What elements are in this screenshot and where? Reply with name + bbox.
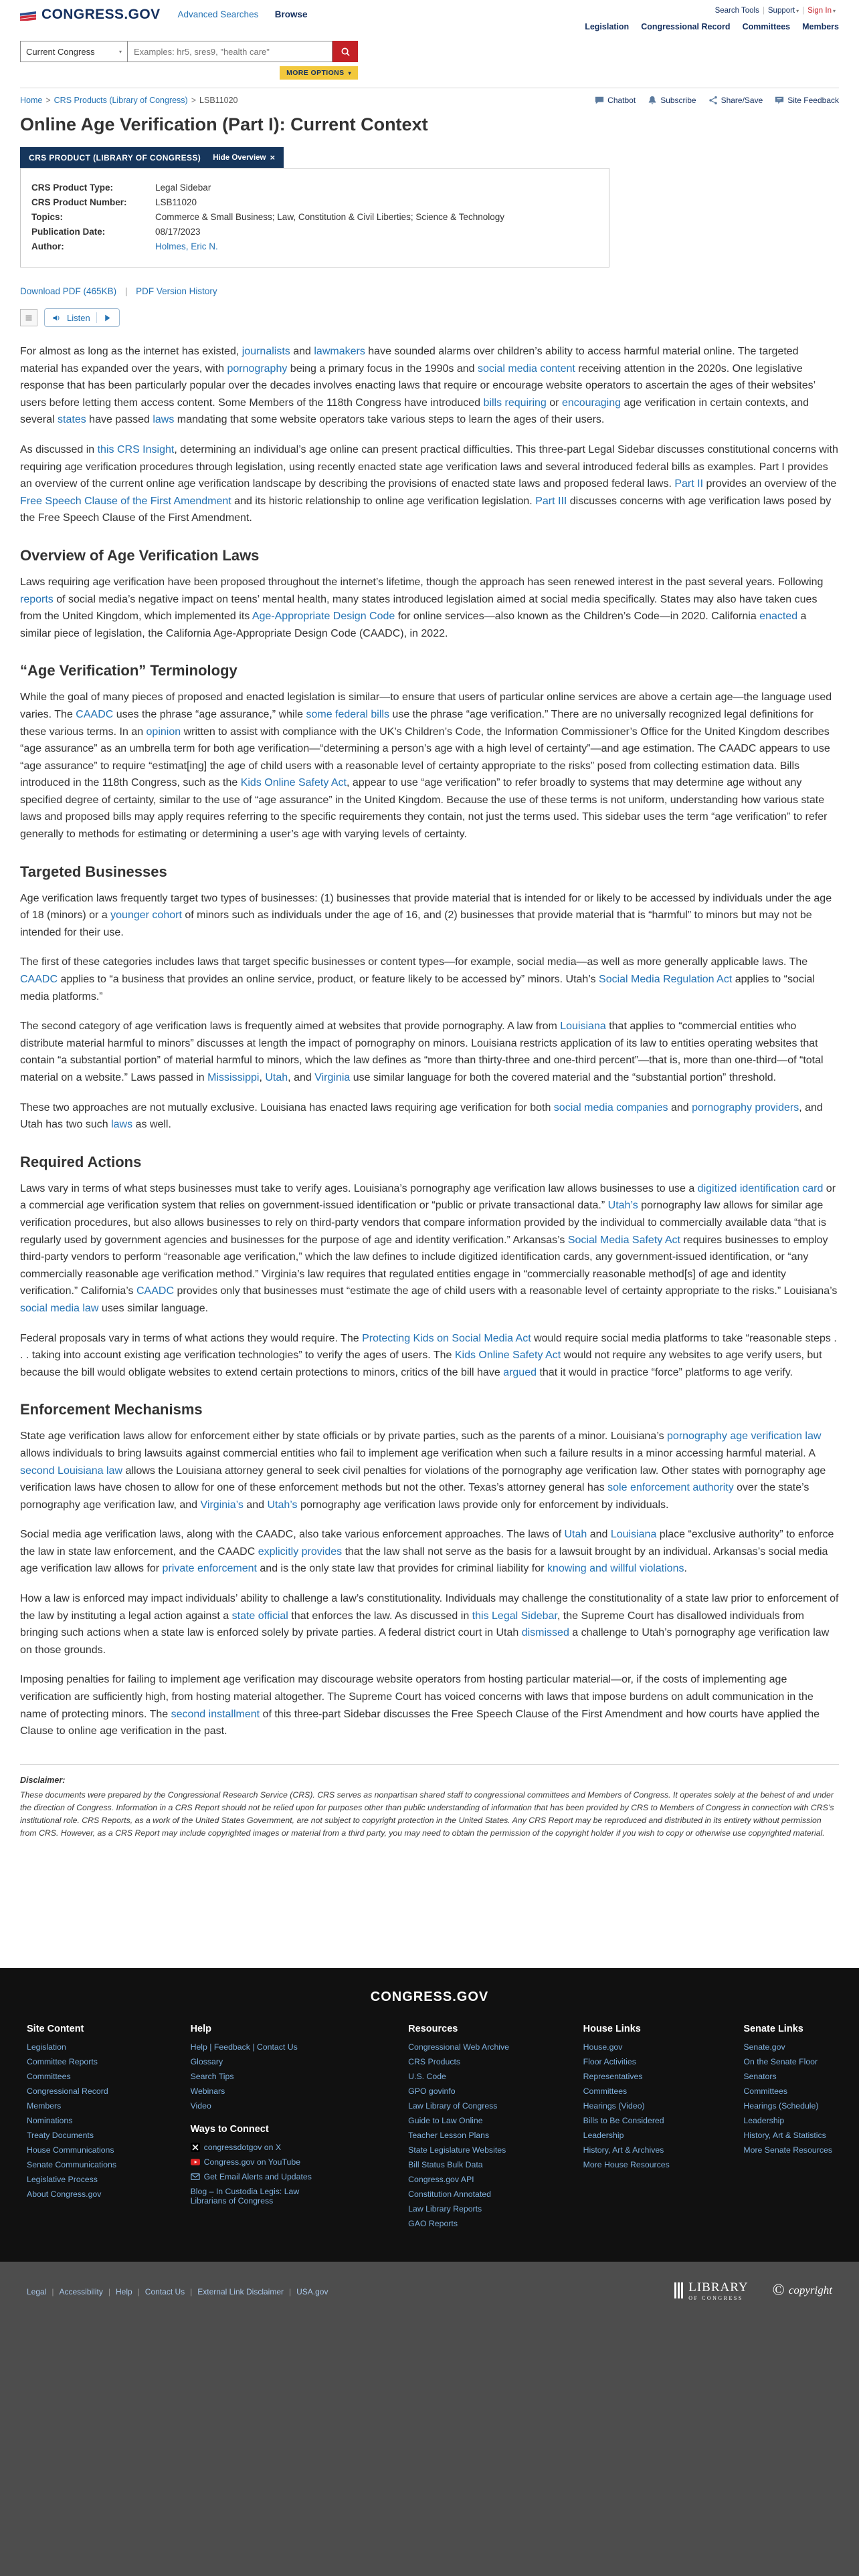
footer-link-search-tips[interactable]: Search Tips <box>190 2071 234 2081</box>
flag-icon <box>20 9 36 21</box>
inline-link[interactable]: Mississippi <box>207 1072 260 1083</box>
utility-support[interactable]: Support ▾ <box>767 7 799 15</box>
footer-link-legislation[interactable]: Legislation <box>27 2042 66 2052</box>
chevron-down-icon: ▾ <box>118 48 122 55</box>
footer-link-members[interactable]: Members <box>27 2101 62 2111</box>
footer-column-title: Senate Links <box>743 2023 803 2034</box>
site-header <box>0 0 859 147</box>
paragraph: The second category of age verification laws is frequently aimed at websites that provide pornography. A law from Louisiana that applies to “commercial entities who distribute material harmful to minors” discusses at length the impact of pornography on minors. Louisiana restricts application of its law to entities operating websites that contain “a substantial portion” of material harmful to minors, which the law defines as “more than thirty-three and one-third percent”—that is, more than one-third—of “total material on a website.” Laws passed in Mississippi, Utah, and Virginia use similar language for both the covered material and the “substantial portion” threshold. <box>20 1021 824 1083</box>
inline-link[interactable]: this Legal Sidebar <box>472 1610 557 1622</box>
footer-link-blog-in-custodia-legis-law-librarians-of-congress[interactable] <box>191 2187 335 2206</box>
section-heading-targeted-businesses: Targeted Businesses <box>20 863 167 880</box>
separator: | <box>190 2286 193 2296</box>
inline-link[interactable]: private enforcement <box>162 1563 257 1575</box>
footer-link-leadership[interactable]: Leadership <box>743 2115 785 2125</box>
crs-field-topics <box>31 212 598 222</box>
footer-link-history-art-archives[interactable]: History, Art & Archives <box>583 2145 664 2155</box>
pdf-version-history-link[interactable]: PDF Version History <box>136 286 217 296</box>
footer-link-congressional-record[interactable]: Congressional Record <box>27 2086 108 2096</box>
copyright-symbol-icon: © <box>772 2281 785 2299</box>
paragraph: While the goal of many pieces of proposed and enacted legislation is similar—to ensure that users of particular online services are above a certain age—the language used varies. The CAADC uses the phrase “age assurance,” while some federal bills use the phrase “age verification.” There are no universally recognized legal definitions for these various terms. In an opinion written to assist with compliance with the UK’s Children’s Code, the Information Commissioner’s Office for the United Kingdom describes “age assurance” as an umbrella term for both age verification—“determining a person’s age with a high level of certainty”—and age estimation. The CAADC appears to use “age assurance” to require “estimat[ing] the age of child users with a reasonable level of certainty appropriate to the risks” posed from collecting estimation data. Bills introduced in the 118th Congress, such as the Kids Online Safety Act, appear to use “age verification” to refer broadly to systems that may determine age without any specified degree of certainty, similar to the use of “age assurance” in the United Kingdom. Because the use of these terms is not uniform, understanding how various state laws and proposed bills may apply requires referring to the specific requirements they contain, not just the terms used. This sidebar uses the term “age verification” to refer generally to methods for estimating or determining a user’s age with varying levels of certainty. <box>20 691 832 841</box>
footer-link-legislative-process[interactable]: Legislative Process <box>27 2174 98 2184</box>
footer-link-committees[interactable]: Committees <box>583 2086 628 2096</box>
footer-column-site-content <box>27 2024 116 2234</box>
secondary-nav <box>573 21 839 33</box>
footer-link-video[interactable]: Video <box>190 2101 211 2111</box>
inline-link[interactable]: CAADC <box>20 974 58 986</box>
action-site-feedback[interactable] <box>775 96 839 105</box>
inline-link[interactable]: Free Speech Clause of the First Amendment <box>20 495 231 507</box>
inline-link[interactable]: Virginia <box>314 1072 351 1083</box>
footer-link-gao-reports[interactable]: GAO Reports <box>408 2218 458 2228</box>
footer-link-guide-to-law-online[interactable]: Guide to Law Online <box>408 2115 483 2125</box>
inline-link[interactable]: bills <box>483 397 502 409</box>
separator: | <box>52 2286 54 2296</box>
footer-link-label: Congress.gov on YouTube <box>203 2157 301 2167</box>
feedback-icon <box>775 96 784 105</box>
congress-scope-select[interactable] <box>20 41 127 62</box>
separator: | <box>802 7 805 15</box>
inline-link[interactable]: CAADC <box>136 1285 175 1297</box>
chevron-down-icon: ▾ <box>348 70 351 76</box>
inline-link[interactable]: Social Media Regulation Act <box>599 974 733 986</box>
footer-link-law-library-of-congress[interactable]: Law Library of Congress <box>408 2101 498 2111</box>
footer-column-subtitle: Ways to Connect <box>190 2123 269 2135</box>
separator <box>96 312 97 323</box>
inline-link[interactable]: Part II <box>674 478 704 490</box>
header-top <box>0 0 859 33</box>
congress-gov-logo[interactable] <box>20 7 161 23</box>
footer-link-hearings-video[interactable]: Hearings (Video) <box>583 2101 645 2111</box>
inline-link[interactable]: second installment <box>171 1708 260 1720</box>
library-of-congress-logo[interactable] <box>674 2280 748 2301</box>
inline-link[interactable]: laws <box>153 414 175 426</box>
footer-column-help <box>191 2024 335 2234</box>
footer-link-constitution-annotated[interactable]: Constitution Annotated <box>408 2189 491 2199</box>
field-value: LSB11020 <box>155 197 197 207</box>
breadcrumb-crs-products-library-of-congress[interactable]: CRS Products (Library of Congress) <box>54 96 188 105</box>
share-icon <box>708 96 718 105</box>
footer-link-label: Blog – In Custodia Legis: Law Librarians of Congress <box>190 2186 300 2206</box>
footer-link-glossary[interactable]: Glossary <box>190 2056 223 2066</box>
inline-link[interactable]: knowing and willful violations <box>547 1563 684 1575</box>
field-label: Publication Date: <box>31 227 106 237</box>
footer-column-title: House Links <box>583 2023 641 2034</box>
library-logo-line2: OF CONGRESS <box>688 2294 743 2301</box>
footer-link-law-library-reports[interactable]: Law Library Reports <box>408 2204 482 2214</box>
header-nav <box>178 9 321 21</box>
scope-label: Current Congress <box>26 46 95 57</box>
hide-overview-button[interactable] <box>213 152 275 163</box>
bottom-link-external-link-disclaimer[interactable]: External Link Disclaimer <box>197 2286 284 2296</box>
inline-link[interactable]: lawmakers <box>314 346 365 357</box>
footer-link-house-communications[interactable]: House Communications <box>27 2145 114 2155</box>
inline-link[interactable]: pornography providers <box>692 1101 799 1113</box>
bottom-link-help[interactable]: Help <box>115 2286 132 2296</box>
separator: | <box>137 2286 140 2296</box>
disclaimer-text: These documents were prepared by the Congressional Research Service (CRS). CRS serves as nonpartisan shared staff to congressional committees and Members of Congress. It operates solely at the behest of and under the direction of Congress. Information in a CRS Report should not be relied upon for purposes other than public understanding of information that has been provided by CRS to Members of Congress in connection with CRS’s institutional role. CRS Reports, as a work of the United States Government, are not subject to copyright protection in the United States. Any CRS Report may be reproduced and distributed in its entirety without permission from CRS. However, as a CRS Report may include copyrighted images or material from a third party, you may need to obtain the permission of the copyright holder if you wish to copy or otherwise use copyrighted material. <box>20 1790 834 1838</box>
speaker-icon <box>52 314 61 322</box>
inline-link[interactable]: digitized identification card <box>697 1182 824 1194</box>
library-logo-text <box>688 2280 748 2301</box>
crs-box-title: CRS PRODUCT (LIBRARY OF CONGRESS) <box>29 152 201 163</box>
disclaimer-label: Disclaimer: <box>20 1775 66 1785</box>
bell-icon <box>648 96 657 105</box>
page-title: Online Age Verification (Part I): Current Context <box>20 114 428 134</box>
crs-field-crs-product-type <box>31 183 598 193</box>
inline-link[interactable]: Utah <box>564 1529 587 1541</box>
footer-link-senate-communications[interactable]: Senate Communications <box>27 2159 116 2169</box>
crs-box-body <box>20 168 609 267</box>
chevron-down-icon: ▾ <box>796 8 799 14</box>
footer-link-congressdotgov-on-x[interactable] <box>191 2143 335 2152</box>
breadcrumb-home[interactable]: Home <box>20 96 43 105</box>
separator: | <box>762 7 765 15</box>
separator: > <box>45 96 51 105</box>
footer-link-nominations[interactable]: Nominations <box>27 2115 73 2125</box>
inline-link[interactable]: state official <box>231 1610 288 1622</box>
footer-link-more-senate-resources[interactable]: More Senate Resources <box>743 2145 832 2155</box>
inline-link[interactable]: journalists <box>242 346 290 357</box>
footer-column-resources <box>408 2024 509 2234</box>
crs-field-author <box>31 241 598 251</box>
hide-overview-label: Hide Overview <box>213 153 266 162</box>
main-content <box>0 147 859 1840</box>
inline-link[interactable]: dismissed <box>521 1627 569 1639</box>
footer-link-teacher-lesson-plans[interactable]: Teacher Lesson Plans <box>408 2130 490 2140</box>
nav-legislation[interactable]: Legislation <box>585 22 630 31</box>
spacer <box>0 1840 859 1968</box>
article <box>20 343 839 1740</box>
site-footer <box>0 1968 859 2262</box>
inline-link[interactable]: sole enforcement authority <box>607 1482 734 1494</box>
paragraph: Social media age verification laws, along with the CAADC, also take various enforcement approaches. The laws of Utah and Louisiana place “exclusive authority” to enforce the law in state law enforcement, and the CAADC explicitly provides that the law shall not serve as the basis for a lawsuit brought by an individual. Arkansas’s social media age verification law allows for private enforcement and is the only state law that provides for criminal liability for knowing and willful violations. <box>20 1529 834 1575</box>
search-button[interactable] <box>332 41 358 62</box>
footer-link-on-the-senate-floor[interactable]: On the Senate Floor <box>743 2056 818 2066</box>
bottom-link-accessibility[interactable]: Accessibility <box>59 2286 103 2296</box>
footer-link-senators[interactable]: Senators <box>743 2071 777 2081</box>
x-icon <box>191 2143 200 2152</box>
download-row <box>20 286 839 296</box>
footer-column-title: Site Content <box>27 2023 84 2034</box>
search-input[interactable] <box>127 41 332 62</box>
inline-link[interactable]: explicitly provides <box>258 1545 343 1558</box>
more-options-button[interactable] <box>280 66 358 80</box>
nav-committees[interactable]: Committees <box>742 22 791 31</box>
envelope-icon <box>191 2172 200 2181</box>
utility-search-tools[interactable]: Search Tools <box>714 7 759 15</box>
paragraph: How a law is enforced may impact individuals’ ability to challenge a law’s constitutionality. Individuals may challenge the constitutionality of a state law prior to enforcement of the law by instituting a legal action against a state official that enforces the law. As discussed in this Legal Sidebar, the Supreme Court has disallowed individuals from bringing such actions when a state law is enforced solely by private parties. A federal district court in Utah dismissed a challenge to Utah’s pornography age verification law on those grounds. <box>20 1593 839 1656</box>
separator: | <box>124 286 128 296</box>
bottom-link-usa-gov[interactable]: USA.gov <box>296 2286 328 2296</box>
footer-link-u-s-code[interactable]: U.S. Code <box>408 2071 446 2081</box>
footer-link-senate-gov[interactable]: Senate.gov <box>743 2042 785 2052</box>
breadcrumb-current: LSB11020 <box>199 96 238 105</box>
separator: | <box>108 2286 110 2296</box>
separator: | <box>289 2286 292 2296</box>
accessibility-menu-button[interactable] <box>20 309 37 326</box>
footer-column-senate-links <box>743 2024 832 2234</box>
footer-link-floor-activities[interactable]: Floor Activities <box>583 2056 636 2066</box>
browse-link[interactable]: Browse <box>274 9 308 19</box>
inline-link[interactable]: pornography <box>227 362 288 374</box>
crs-box-header <box>20 147 284 168</box>
footer-link-help-feedback-contact-us[interactable]: Help | Feedback | Contact Us <box>190 2042 298 2052</box>
footer-link-hearings-schedule[interactable]: Hearings (Schedule) <box>743 2101 819 2111</box>
inline-link[interactable]: Louisiana <box>610 1529 657 1541</box>
footer-link-webinars[interactable]: Webinars <box>190 2086 225 2096</box>
more-options-label: MORE OPTIONS <box>286 69 345 77</box>
chat-icon <box>595 96 604 105</box>
inline-link[interactable]: Utah’s <box>267 1499 298 1511</box>
inline-link[interactable]: Utah <box>265 1072 288 1083</box>
paragraph: Laws requiring age verification have been proposed throughout the internet’s lifetime, though the approach has seen renewed interest in the past several years. Following reports of social media’s negative impact on teens’ mental health, many states introduced legislation aimed at social media specifically. States may also have taken cues from the United Kingdom, which implemented its Age-Appropriate Design Code for online services—also known as the Children’s Code—in 2020. California enacted a similar piece of legislation, the California Age-Appropriate Design Code (CAADC), in 2022. <box>20 576 824 639</box>
paragraph: These two approaches are not mutually exclusive. Louisiana has enacted laws requiring age verification for both social media companies and pornography providers, and Utah has two such laws as well. <box>20 1101 823 1131</box>
copyright-gov-logo[interactable] <box>773 2282 832 2300</box>
footer-link-congress-gov-on-youtube[interactable] <box>191 2157 335 2167</box>
paragraph: Age verification laws frequently target two types of businesses: (1) businesses that provide material that is intended for or likely to be accessed by individuals under the age of 18 (minors) or a younger cohort of minors such as individuals under the age of 16, and (2) businesses that provide material that is “harmful” to minors but may not be intended for their use. <box>20 892 832 938</box>
paragraph: State age verification laws allow for enforcement either by state officials or by private parties, such as the parents of a minor. Louisiana’s pornography age verification law allows individuals to bring lawsuits against commercial entities who fail to implement age verification when such a failure results in a minor accessing harmful material. A second Louisiana law allows the Louisiana attorney general to seek civil penalties for violations of the pornography age verification law. Other states with pornography age verification laws have chosen to allow for one of these enforcement methods but not the other. Texas’s attorney general has sole enforcement authority over the state’s pornography age verification law, and Virginia’s and Utah’s pornography age verification laws provide only for enforcement by individuals. <box>20 1430 826 1511</box>
footer-link-crs-products[interactable]: CRS Products <box>408 2056 461 2066</box>
menu-icon <box>25 314 33 322</box>
youtube-icon <box>191 2157 200 2167</box>
breadcrumb <box>20 96 238 105</box>
utility-sign-in[interactable]: Sign In ▾ <box>807 7 836 15</box>
footer-column-title: Resources <box>408 2023 458 2034</box>
nav-members[interactable]: Members <box>802 22 839 31</box>
search-icon <box>341 47 351 57</box>
footer-link-committees[interactable]: Committees <box>27 2071 71 2081</box>
section-heading-required-actions: Required Actions <box>20 1153 142 1170</box>
crs-product-overview <box>20 147 839 267</box>
footer-link-label: congressdotgov on X <box>203 2142 282 2152</box>
footer-link-house-gov[interactable]: House.gov <box>583 2042 623 2052</box>
field-value: Legal Sidebar <box>155 183 211 193</box>
inline-link[interactable]: younger cohort <box>110 909 182 922</box>
paragraph: As discussed in this CRS Insight, determining an individual’s age online can present practical difficulties. This three-part Legal Sidebar discusses constitutional concerns with requiring age verification procedures through legislation, using recently enacted state age verification laws and several introduced federal bills as examples. Part I provides an overview of the current online age verification landscape by describing the provisions of enacted state laws and proposed federal laws. Part II provides an overview of the Free Speech Clause of the First Amendment and its historic relationship to online age verification legislation. Part III discusses concerns with age verification laws posed by the Free Speech Clause of the First Amendment. <box>20 443 838 524</box>
paragraph: Laws vary in terms of what steps businesses must take to verify ages. Louisiana’s pornography age verification law allows businesses to use a digitized identification card or a commercial age verification system that relies on government-issued identification or “public or private transactional data.” Utah’s pornography law allows for similar age verification procedures, but also allows businesses to rely on third-party vendors that compare information provided by the individual to commercially available data “that is regularly used by government agencies and businesses for the purpose of age and identity verification.” Arkansas’s Social Media Safety Act requires businesses to employ third-party vendors to perform “reasonable age verification,” which the law defines to include digitized identification cards, any government-issued identification, or “any commercially reasonable age verification method.” Virginia’s law requires that regulated entities engage in “commercially reasonable method[s] of age and identity verification.” California’s CAADC provides only that businesses must “estimate the age of child users with a reasonable level of certainty appropriate to the risks.” Louisiana’s social media law uses similar language. <box>20 1182 838 1314</box>
footer-link-representatives[interactable]: Representatives <box>583 2071 643 2081</box>
inline-link[interactable]: argued <box>503 1366 537 1378</box>
action-label: Share/Save <box>721 96 763 105</box>
inline-link[interactable]: Social Media Safety Act <box>567 1234 680 1246</box>
chevron-down-icon: ▾ <box>832 8 836 14</box>
footer-link-leadership[interactable]: Leadership <box>583 2130 624 2140</box>
header-left <box>20 7 321 23</box>
inline-link[interactable]: Louisiana <box>560 1021 606 1033</box>
field-value: Commerce & Small Business; Law, Constitution & Civil Liberties; Science & Technology <box>155 212 504 222</box>
action-label: Subscribe <box>660 96 696 105</box>
listen-player[interactable] <box>44 308 120 327</box>
inline-link[interactable]: encouraging <box>561 397 622 409</box>
footer-link-gpo-govinfo[interactable]: GPO govinfo <box>408 2086 456 2096</box>
inline-link[interactable]: Kids Online Safety Act <box>454 1350 561 1362</box>
inline-link[interactable]: Protecting Kids on Social Media Act <box>362 1332 531 1344</box>
footer-link-bills-to-be-considered[interactable]: Bills to Be Considered <box>583 2115 664 2125</box>
inline-link[interactable]: Part III <box>535 495 567 507</box>
disclaimer <box>20 1764 839 1840</box>
footer-link-state-legislature-websites[interactable]: State Legislature Websites <box>408 2145 506 2155</box>
inline-link[interactable]: this CRS Insight <box>97 443 175 455</box>
field-label: CRS Product Type: <box>31 183 114 193</box>
action-label: Site Feedback <box>787 96 839 105</box>
footer-logo[interactable] <box>27 1990 832 2005</box>
action-label: Chatbot <box>607 96 636 105</box>
inline-link[interactable]: Virginia’s <box>200 1499 244 1511</box>
inline-link[interactable]: states <box>58 414 86 426</box>
inline-link[interactable]: some federal bills <box>306 708 389 720</box>
footer-link-treaty-documents[interactable]: Treaty Documents <box>27 2130 94 2140</box>
inline-link[interactable]: pornography age verification law <box>667 1430 822 1442</box>
footer-link-about-congress-gov[interactable]: About Congress.gov <box>27 2189 102 2199</box>
field-value-link[interactable]: Holmes, Eric N. <box>155 241 218 251</box>
advanced-searches-link[interactable]: Advanced Searches <box>177 9 259 19</box>
section-heading-age-verification-terminology: “Age Verification” Terminology <box>20 662 237 679</box>
copyright-logo-text: copyright <box>788 2284 832 2297</box>
footer-columns <box>27 2024 832 2234</box>
inline-link[interactable]: opinion <box>146 726 181 738</box>
footer-logo-text: CONGRESS.GOV <box>370 1989 489 2004</box>
paragraph: The first of these categories includes laws that target specific businesses or content types—for example, social media—as well as more generally applicable laws. The CAADC applies to “a business that provides an online service, product, or feature likely to be accessed by” minors. Utah’s Social Media Regulation Act applies to “social media platforms.” <box>20 956 815 1002</box>
action-chatbot[interactable] <box>595 96 636 105</box>
section-heading-overview-of-age-verification-laws: Overview of Age Verification Laws <box>20 546 260 564</box>
inline-link[interactable]: reports <box>20 593 54 605</box>
field-label: CRS Product Number: <box>31 197 127 207</box>
bottom-link-contact-us[interactable]: Contact Us <box>145 2286 185 2296</box>
crs-field-publication-date <box>31 227 598 237</box>
library-logo-line1: LIBRARY <box>688 2280 749 2294</box>
inline-link[interactable]: Age-Appropriate Design Code <box>252 611 395 623</box>
inline-link[interactable]: Kids Online Safety Act <box>240 777 347 789</box>
utility-nav <box>573 7 839 15</box>
footer-link-label: Get Email Alerts and Updates <box>203 2171 312 2181</box>
field-value: 08/17/2023 <box>155 227 201 237</box>
bottom-strip <box>0 2262 859 2576</box>
library-bars-icon <box>674 2282 683 2298</box>
search-area <box>0 33 859 88</box>
inline-link[interactable]: social media companies <box>553 1101 668 1113</box>
action-share-save[interactable] <box>708 96 763 105</box>
listen-row <box>20 308 839 327</box>
paragraph: Federal proposals vary in terms of what actions they would require. The Protecting Kids on Social Media Act would require social media platforms to take “reasonable steps . . . taking into account existing age verification technologies” to verify the ages of users. The Kids Online Safety Act would not require any websites to age verify users, but because the bill would obligate websites to extend certain protections to minors, critics of the bill have argued that it would in practice “force” platforms to age verify. <box>20 1332 837 1378</box>
inline-link[interactable]: enacted <box>759 611 798 623</box>
action-subscribe[interactable] <box>648 96 696 105</box>
footer-link-bill-status-bulk-data[interactable]: Bill Status Bulk Data <box>408 2159 483 2169</box>
paragraph: For almost as long as the internet has existed, journalists and lawmakers have sounded alarms over children’s ability to access harmful material online. The targeted material has expanded over the years, with pornography being a primary focus in the 1990s and social media content receiving attention in the 2020s. One legislative response that has been particularly popular over the decades involves enacting laws that require or encourage website operators to ascertain the ages of their websites’ users before letting them access content. Some Members of the 118th Congress have introduced bills requiring or encouraging age verification in certain contexts, and several states have passed laws mandating that some website operators take various steps to learn the ages of their users. <box>20 346 816 426</box>
nav-congressional-record[interactable]: Congressional Record <box>641 22 731 31</box>
field-label: Author: <box>31 241 64 251</box>
inline-link[interactable]: social media law <box>20 1302 99 1314</box>
download-pdf-link[interactable]: Download PDF (465KB) <box>20 286 117 296</box>
bottom-logos <box>674 2280 832 2301</box>
inline-link[interactable]: Utah’s <box>607 1200 638 1212</box>
footer-link-committees[interactable]: Committees <box>743 2086 787 2096</box>
search-form <box>20 41 358 62</box>
header-right <box>573 7 839 33</box>
breadcrumb-row <box>0 88 859 108</box>
inline-link[interactable]: requiring <box>504 397 547 409</box>
inline-link[interactable]: laws <box>111 1119 133 1131</box>
bottom-link-legal[interactable]: Legal <box>27 2286 47 2296</box>
footer-column-house-links <box>583 2024 670 2234</box>
section-heading-enforcement-mechanisms: Enforcement Mechanisms <box>20 1401 203 1418</box>
listen-label: Listen <box>67 312 90 323</box>
page-actions <box>595 96 839 105</box>
inline-link[interactable]: second Louisiana law <box>20 1465 122 1477</box>
footer-link-congressional-web-archive[interactable]: Congressional Web Archive <box>408 2042 510 2052</box>
logo-text: CONGRESS.GOV <box>41 7 161 22</box>
footer-link-history-art-statistics[interactable]: History, Art & Statistics <box>743 2130 826 2140</box>
field-label: Topics: <box>31 212 63 222</box>
footer-link-more-house-resources[interactable]: More House Resources <box>583 2159 670 2169</box>
play-icon <box>103 314 112 322</box>
more-options-row <box>20 66 358 80</box>
footer-link-get-email-alerts-and-updates[interactable] <box>191 2172 335 2181</box>
paragraph: Imposing penalties for failing to implement age verification may discourage website operators from hosting particular material—or, if the costs of implementing age verification are sufficiently high, from hosting material altogether. The Supreme Court has voiced concerns with laws that impose burdens on adult communication in the name of protecting minors. The second installment of this three-part Sidebar discusses the Free Speech Clause of the First Amendment and how courts have applied the Clause to online age verification in the past. <box>20 1674 820 1737</box>
close-icon: × <box>270 152 276 163</box>
footer-link-committee-reports[interactable]: Committee Reports <box>27 2056 98 2066</box>
inline-link[interactable]: CAADC <box>76 708 114 720</box>
footer-column-title: Help <box>190 2023 211 2034</box>
crs-field-crs-product-number <box>31 197 598 207</box>
footer-link-congress-gov-api[interactable]: Congress.gov API <box>408 2174 474 2184</box>
bottom-links <box>27 2280 328 2296</box>
inline-link[interactable]: social media content <box>477 362 575 374</box>
separator: > <box>191 96 197 105</box>
